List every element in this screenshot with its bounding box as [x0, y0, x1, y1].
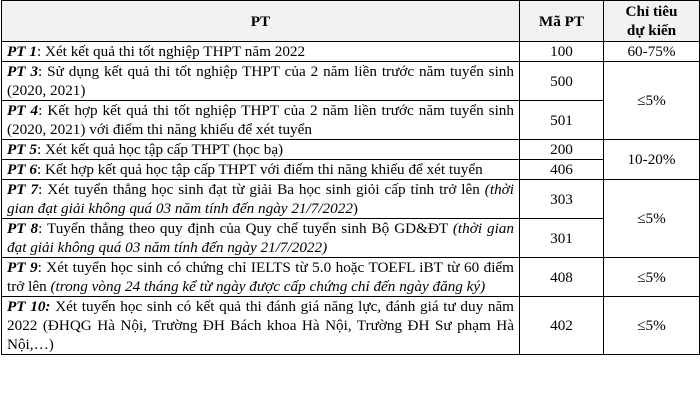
pt-code: 100	[520, 42, 604, 62]
pt-description	[2, 297, 520, 355]
table-row	[2, 42, 700, 62]
pt-label: PT 7	[7, 181, 39, 198]
table-row	[2, 258, 700, 297]
header-row	[2, 1, 700, 42]
table-row	[2, 62, 700, 101]
pt-code: 303	[520, 180, 604, 219]
pt-code: 301	[520, 219, 604, 258]
pt-label: PT 9	[7, 259, 38, 276]
pt-label: PT 8	[7, 220, 39, 237]
pt-text: : Xét kết quả thi tốt nghiệp THPT năm 2022	[36, 43, 306, 60]
pt-quota: ≤5%	[604, 180, 700, 258]
pt-text: Xét tuyển học sinh có kết quả thi đánh giá năng lực, đánh giá tư duy năm 2022 (ĐHQG Hà Nội, Trường ĐH Bách khoa Hà Nội, Trường ĐH Sư phạm Hà Nội,…)	[7, 298, 514, 353]
header-pt: PT	[2, 1, 520, 42]
pt-note-tail: )	[352, 200, 358, 217]
table-row	[2, 297, 700, 355]
pt-code: 200	[520, 140, 604, 160]
pt-quota: ≤5%	[604, 297, 700, 355]
pt-code: 500	[520, 62, 604, 101]
pt-label: PT 6	[7, 161, 37, 178]
header-quota-line1: Chỉ tiêu	[625, 3, 678, 20]
pt-description	[2, 258, 520, 297]
table-row	[2, 101, 700, 140]
header-quota-line2: dự kiến	[626, 22, 677, 39]
pt-note: (trong vòng 24 tháng kể từ ngày được cấp chứng chỉ đến ngày đăng ký)	[50, 278, 486, 295]
pt-code: 501	[520, 101, 604, 140]
pt-text: : Kết hợp kết quả thi tốt nghiệp THPT của 2 năm liền trước năm tuyển sinh (2020, 2021) với điểm thi năng khiếu để xét tuyển	[7, 102, 514, 138]
pt-description	[2, 140, 520, 160]
pt-description	[2, 180, 520, 219]
pt-quota: ≤5%	[604, 62, 700, 140]
table-row	[2, 160, 700, 180]
admission-methods-table	[1, 0, 700, 355]
table-row	[2, 180, 700, 219]
pt-quota: 60-75%	[604, 42, 700, 62]
header-code: Mã PT	[520, 1, 604, 42]
pt-description	[2, 160, 520, 180]
pt-note: (thời gian đạt giải không quá 03 năm tính đến ngày 21/7/2022)	[7, 220, 514, 256]
pt-quota: 10-20%	[604, 140, 700, 180]
pt-note: (thời gian đạt giải không quá 03 năm tính đến ngày 21/7/2022	[7, 181, 514, 217]
pt-text: : Xét tuyển học sinh có chứng chỉ IELTS từ 5.0 hoặc TOEFL iBT từ 60 điểm trở lên	[7, 259, 514, 295]
pt-description	[2, 101, 520, 140]
pt-text: : Xét kết quả học tập cấp THPT (học bạ)	[36, 141, 284, 158]
table-row	[2, 140, 700, 160]
pt-label: PT 1	[7, 43, 37, 60]
pt-label: PT 3	[7, 63, 39, 80]
pt-code: 402	[520, 297, 604, 355]
pt-description	[2, 62, 520, 101]
pt-description	[2, 219, 520, 258]
pt-text: : Sử dụng kết quả thi tốt nghiệp THPT của 2 năm liền trước năm tuyển sinh (2020, 2021)	[7, 63, 514, 99]
table-row	[2, 219, 700, 258]
pt-label: PT 10:	[7, 298, 51, 315]
pt-text: : Tuyển thẳng theo quy định của Quy chế tuyển sinh Bộ GD&ĐT	[38, 220, 453, 237]
pt-code: 406	[520, 160, 604, 180]
pt-text: : Xét tuyển thẳng học sinh đạt từ giải Ba học sinh giỏi cấp tỉnh trở lên	[38, 181, 485, 198]
pt-quota: ≤5%	[604, 258, 700, 297]
header-quota	[604, 1, 700, 42]
pt-code: 408	[520, 258, 604, 297]
pt-description	[2, 42, 520, 62]
pt-text: : Kết hợp kết quả học tập cấp THPT với điểm thi năng khiếu để xét tuyển	[36, 161, 483, 178]
pt-label: PT 4	[7, 102, 39, 119]
pt-label: PT 5	[7, 141, 37, 158]
